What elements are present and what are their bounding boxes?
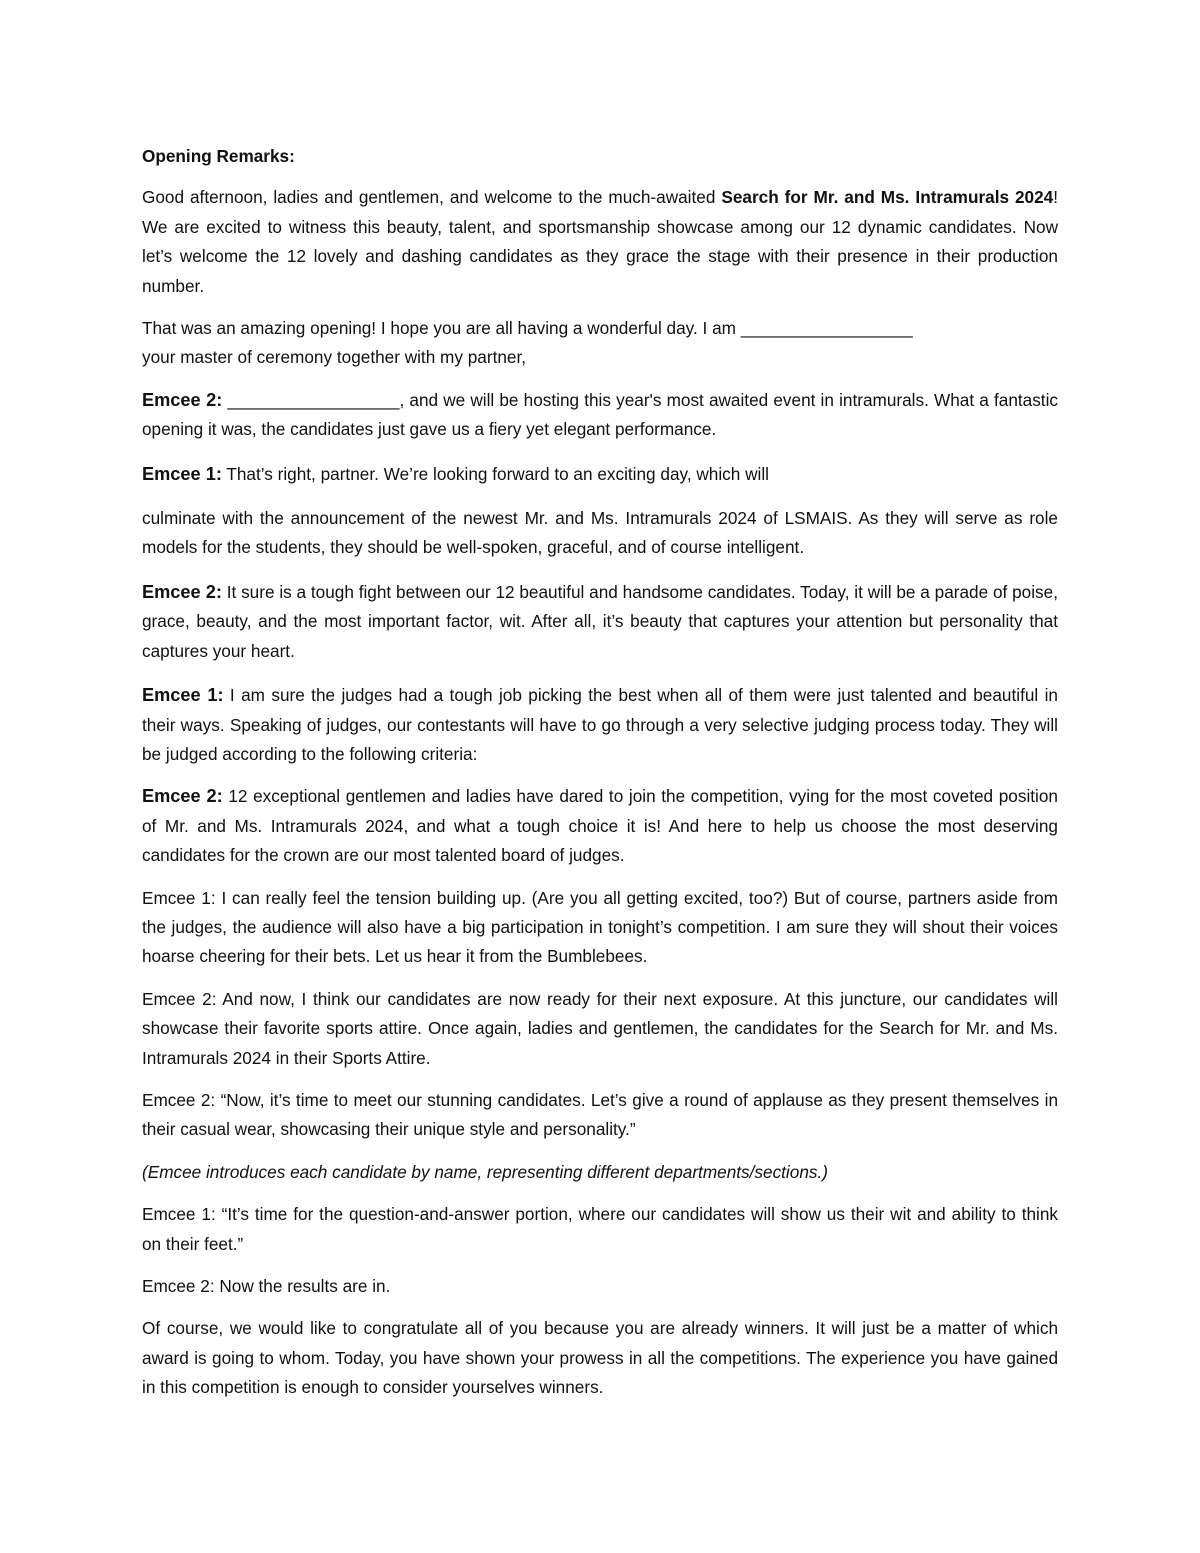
speaker-label: Emcee 1:	[142, 463, 222, 484]
name-blank: __________________	[227, 389, 400, 410]
paragraph-introduction	[142, 314, 1058, 373]
paragraph-casual-wear: Emcee 2: “Now, it’s time to meet our stunning candidates. Let’s give a round of applause as they present themselves in their casual wear, showcasing their unique style and personality.”	[142, 1089, 1058, 1140]
paragraph-emcee2-fight	[142, 578, 1058, 666]
paragraph-text: It sure is a tough fight between our 12 beautiful and handsome candidates. Today, it will be a parade of poise, grace, beauty, and the most important factor, wit. After all, it’s beauty that captures your attention but personality that captures your heart.	[142, 581, 1058, 661]
paragraph-text: That was an amazing opening! I hope you are all having a wonderful day. I am	[142, 318, 741, 339]
paragraph-text: ! We are excited to witness this beauty, talent, and sportsmanship showcase among our 12 dynamic candidates. Now let’s welcome the 12 lovely and dashing candidates as they grace the stage with their presence in their production number.	[142, 187, 1058, 296]
paragraph-qa: Emcee 1: “It’s time for the question-and-answer portion, where our candidates will show us their wit and ability to think on their feet.”	[142, 1204, 1058, 1254]
paragraph-text: Good afternoon, ladies and gentlemen, and welcome to the much-awaited	[142, 187, 722, 208]
speaker-label: Emcee 2:	[142, 581, 222, 602]
paragraph-text: I am sure the judges had a tough job picking the best when all of them were just talented and beautiful in their ways. Speaking of judges, our contestants will have to go through a very selective judging process today. They will be judged according to the following criteria:	[142, 685, 1058, 764]
speaker-label: Emcee 1:	[142, 685, 224, 706]
document-body	[142, 142, 1058, 1403]
paragraph-sports-attire: Emcee 2: And now, I think our candidates are now ready for their next exposure. At this juncture, our candidates will showcase their favorite sports attire. Once again, ladies and gentlemen, the candidates for the Search for Mr. and Ms. Intramurals 2024 in their Sports Attire.	[142, 988, 1058, 1068]
paragraph-stage-direction: (Emcee introduces each candidate by name, representing different departments/sections.)	[142, 1161, 828, 1182]
page-title: Opening Remarks:	[142, 146, 295, 166]
paragraph-welcome	[142, 183, 1058, 301]
paragraph-culminate	[142, 504, 1058, 563]
paragraph-text: , and we will be hosting this year's most awaited event in intramurals. What a fantastic opening it was, the candidates just gave us a fiery yet elegant performance.	[142, 389, 1058, 440]
paragraph-congratulations: Of course, we would like to congratulate all of you because you are already winners. It will just be a matter of which award is going to whom. Today, you have shown your prowess in all the competitions. The experience you have gained in this competition is enough to consider yourselves winners.	[142, 1318, 1058, 1398]
paragraph-text: your master of ceremony together with my partner,	[142, 347, 527, 368]
name-blank: __________________	[740, 318, 913, 339]
paragraph-emcee1-line1	[142, 460, 1058, 489]
paragraph-tension: Emcee 1: I can really feel the tension building up. (Are you all getting excited, too?) But of course, partners aside from the judges, the audience will also have a big participation in tonight’s competition. I am sure they will shout their voices hoarse cheering for their bets. Let us hear it from the Bumblebees.	[142, 887, 1058, 967]
paragraph-text: culminate with the announcement of the newest Mr. and Ms. Intramurals 2024 of LSMAIS. As they will serve as role models for the students, they should be well-spoken, graceful, and of course intelligent.	[142, 508, 1058, 558]
event-name: Search for Mr. and Ms. Intramurals 2024	[721, 187, 1054, 208]
paragraph-results: Emcee 2: Now the results are in.	[142, 1276, 391, 1296]
paragraph-text: 12 exceptional gentlemen and ladies have dared to join the competition, vying for the most coveted position of Mr. and Ms. Intramurals 2024, and what a tough choice it is! And here to help us choose the most deserving candidates for the crown are our most talented board of judges.	[142, 786, 1058, 866]
paragraph-text: That’s right, partner. We’re looking forward to an exciting day, which will	[221, 463, 769, 484]
paragraph-emcee1-judges	[142, 681, 1058, 769]
speaker-label: Emcee 2:	[142, 389, 223, 410]
paragraph-emcee2-intro	[142, 386, 1058, 445]
paragraph-emcee2-gentlemen	[142, 782, 1058, 870]
speaker-label: Emcee 2:	[142, 786, 223, 807]
